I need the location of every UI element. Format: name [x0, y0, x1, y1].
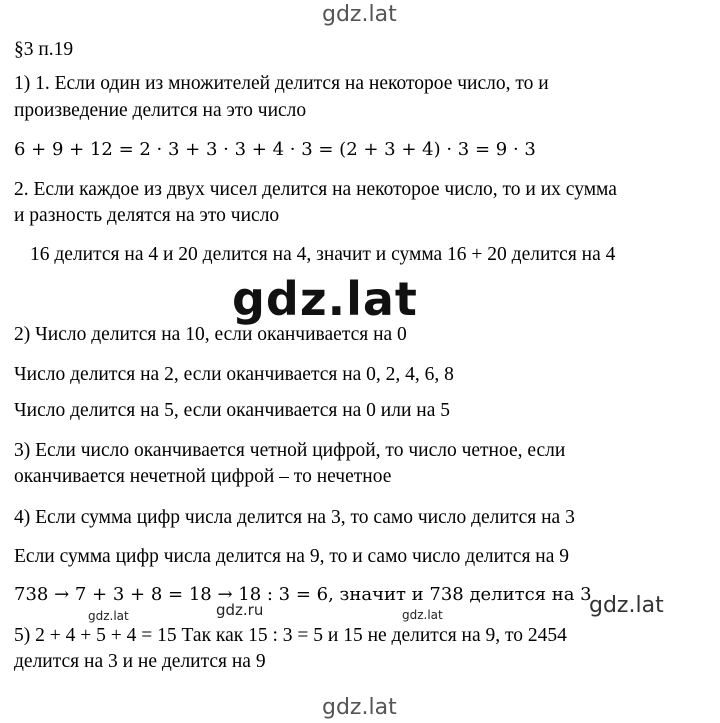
rule-line-2: Число делится на 2, если оканчивается на 0, 2, 4, 6, 8	[14, 364, 454, 385]
text-line-3: 2. Если каждое из двух чисел делится на некоторое число, то и их сумма	[14, 179, 617, 200]
section-heading: §3 п.19	[14, 39, 74, 60]
equation-line-1: 6 + 9 + 12 = 2 · 3 + 3 · 3 + 4 · 3 = (2 + 3 + 4) · 3 = 9 · 3	[14, 139, 536, 160]
watermark-small-1: gdz.lat	[88, 609, 129, 623]
answer-line-1: 5) 2 + 4 + 5 + 4 = 15 Так как 15 : 3 = 5 и 15 не делится на 9, то 2454	[14, 625, 567, 646]
rule-line-9: Если сумма цифр числа делится на 9, то и само число делится на 9	[14, 546, 570, 567]
text-line-1: 1) 1. Если один из множителей делится на некоторое число, то и	[14, 73, 549, 94]
text-line-4: и разность делятся на это число	[14, 205, 280, 226]
text-line-2: произведение делится на это число	[14, 100, 307, 121]
watermark-right: gdz.lat	[589, 593, 664, 618]
rule-line-3: 4) Если сумма цифр числа делится на 3, то само число делится на 3	[14, 507, 575, 528]
watermark-small-2: gdz.ru	[216, 601, 264, 619]
text-line-6: оканчивается нечетной цифрой – то нечетное	[14, 466, 392, 487]
watermark-small-3: gdz.lat	[402, 608, 443, 622]
answer-line-2: делится на 3 и не делится на 9	[14, 651, 266, 672]
watermark-bottom: gdz.lat	[322, 695, 397, 720]
rule-line-10: 2) Число делится на 10, если оканчивается на 0	[14, 324, 407, 345]
rule-line-5: Число делится на 5, если оканчивается на 0 или на 5	[14, 400, 450, 421]
watermark-top: gdz.lat	[322, 2, 397, 27]
text-line-5: 3) Если число оканчивается четной цифрой, то число четное, если	[14, 440, 566, 461]
watermark-big: gdz.lat	[232, 272, 418, 326]
example-line-1: 16 делится на 4 и 20 делится на 4, значит и сумма 16 + 20 делится на 4	[30, 244, 616, 265]
example-line-2: 738 → 7 + 3 + 8 = 18 → 18 : 3 = 6, значит и 738 делится на 3	[14, 584, 592, 605]
